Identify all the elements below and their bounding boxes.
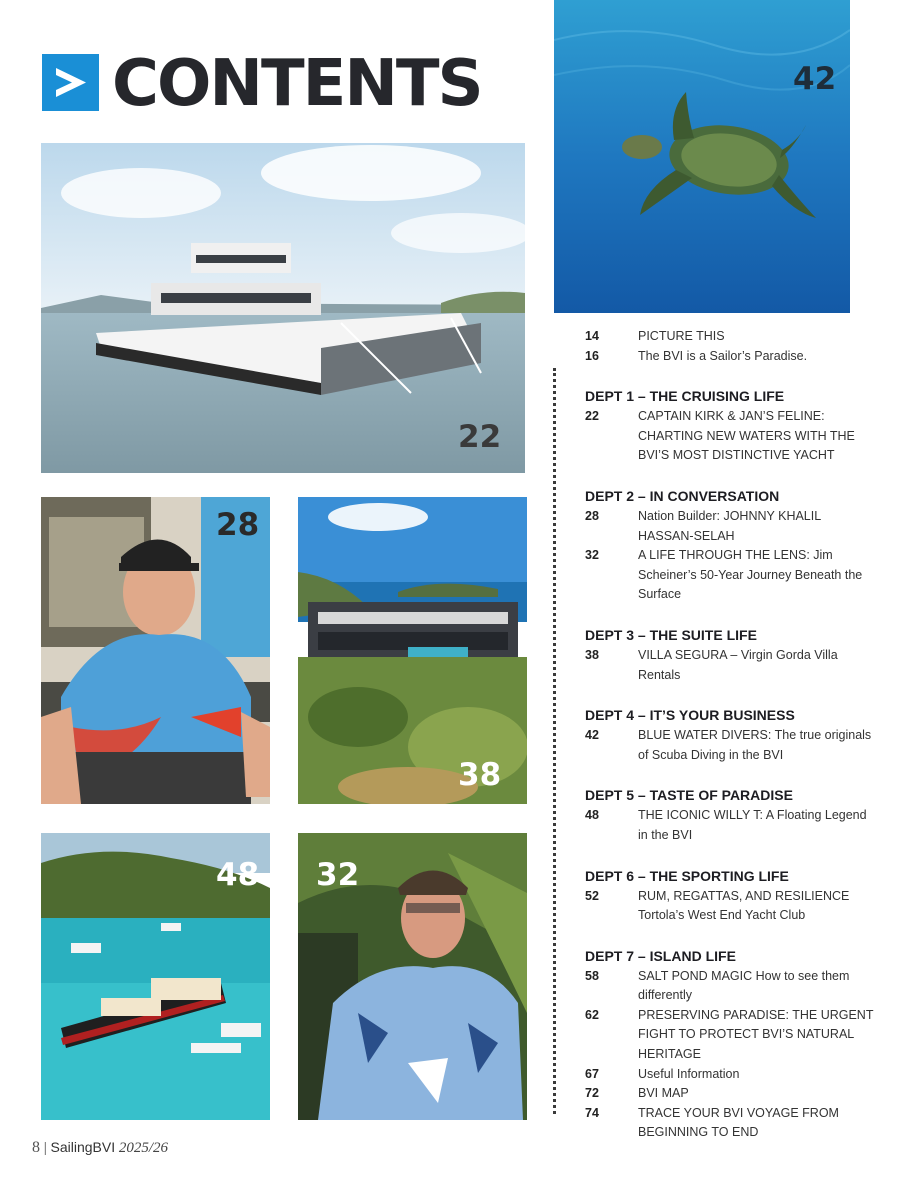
dept-heading: DEPT 1 – THE CRUISING LIFE [585,388,785,405]
toc-entry[interactable] [585,887,875,926]
photo-page-number: 28 [216,507,260,543]
toc-page-number: 38 [585,647,599,662]
logo-chevron-box [42,54,99,111]
toc-entry[interactable] [585,806,875,845]
toc-page-number: 67 [585,1066,599,1081]
toc-entry[interactable] [585,1065,875,1085]
toc-entry-title: Useful Information [638,1066,740,1081]
toc-entry-title: Nation Builder: JOHNNY KHALIL HASSAN-SELAH [638,508,821,543]
toc-entry[interactable] [585,726,875,765]
toc-page-number: 16 [585,348,599,363]
table-of-contents [585,327,875,1143]
toc-entry[interactable] [585,327,875,347]
toc-entry[interactable] [585,407,875,466]
toc-entry[interactable] [585,1104,875,1143]
chevron-right-icon [42,54,99,111]
toc-entry[interactable] [585,967,875,1006]
page-title: CONTENTS [112,47,482,121]
toc-entry-title: CAPTAIN KIRK & JAN’S FELINE: CHARTING NEW WATERS WITH THE BVI’S MOST DISTINCTIVE YACHT [638,409,855,463]
dept-heading: DEPT 4 – IT’S YOUR BUSINESS [585,707,795,724]
catamaran-photo [41,143,525,473]
toc-entry[interactable] [585,347,875,367]
portrait-photo-28 [41,497,270,804]
toc-entry-title: A LIFE THROUGH THE LENS: Jim Scheiner’s 50-Year Journey Beneath the Surface [638,548,863,602]
toc-page-number: 58 [585,968,599,983]
photo-page-number: 42 [793,61,837,97]
footer-page-number: 8 [32,1139,40,1156]
toc-entry[interactable] [585,1006,875,1065]
footer-brand: SailingBVI [50,1139,116,1155]
dept-heading: DEPT 3 – THE SUITE LIFE [585,626,757,643]
toc-page-number: 52 [585,888,599,903]
toc-page-number: 62 [585,1007,599,1022]
toc-page-number: 22 [585,409,599,424]
toc-page-number: 48 [585,808,599,823]
dept-heading: DEPT 5 – TASTE OF PARADISE [585,787,793,804]
toc-page-number: 72 [585,1086,599,1101]
toc-entry-title: RUM, REGATTAS, AND RESILIENCE Tortola’s West End Yacht Club [638,888,850,923]
dotted-divider [553,368,556,1114]
page-footer [32,1139,168,1157]
toc-entry[interactable] [585,546,875,605]
turtle-photo [554,0,850,313]
dept-heading: DEPT 2 – IN CONVERSATION [585,487,780,504]
footer-separator: | [43,1140,47,1156]
photo-page-number: 48 [216,857,260,893]
footer-year: 2025/26 [118,1140,169,1156]
toc-entry-title: BVI MAP [638,1086,689,1101]
toc-page-number: 74 [585,1105,599,1120]
toc-entry[interactable] [585,507,875,546]
toc-entry[interactable] [585,1084,875,1104]
toc-page-number: 42 [585,728,599,743]
toc-page-number: 32 [585,548,599,563]
toc-entry-title: VILLA SEGURA – Virgin Gorda Villa Rentals [638,647,838,682]
toc-entry-title: SALT POND MAGIC How to see them differently [638,968,850,1003]
toc-page-number: 14 [585,329,599,343]
photo-page-number: 22 [458,419,502,455]
photo-page-number: 32 [316,857,360,893]
toc-entry-title: PICTURE THIS [638,329,725,343]
toc-entry-title: BLUE WATER DIVERS: The true originals of Scuba Diving in the BVI [638,728,872,762]
toc-page-number: 28 [585,508,599,523]
toc-entry-title: PRESERVING PARADISE: THE URGENT FIGHT TO PROTECT BVI’S NATURAL HERITAGE [638,1007,874,1062]
toc-entry-title: TRACE YOUR BVI VOYAGE FROM BEGINNING TO END [638,1105,839,1140]
toc-entry[interactable] [585,646,875,685]
toc-entry-title: THE ICONIC WILLY T: A Floating Legend in the BVI [638,808,867,842]
dept-heading: DEPT 7 – ISLAND LIFE [585,947,736,964]
photo-page-number: 38 [458,757,502,793]
toc-entry-title: The BVI is a Sailor’s Paradise. [638,348,808,363]
dept-heading: DEPT 6 – THE SPORTING LIFE [585,867,789,884]
